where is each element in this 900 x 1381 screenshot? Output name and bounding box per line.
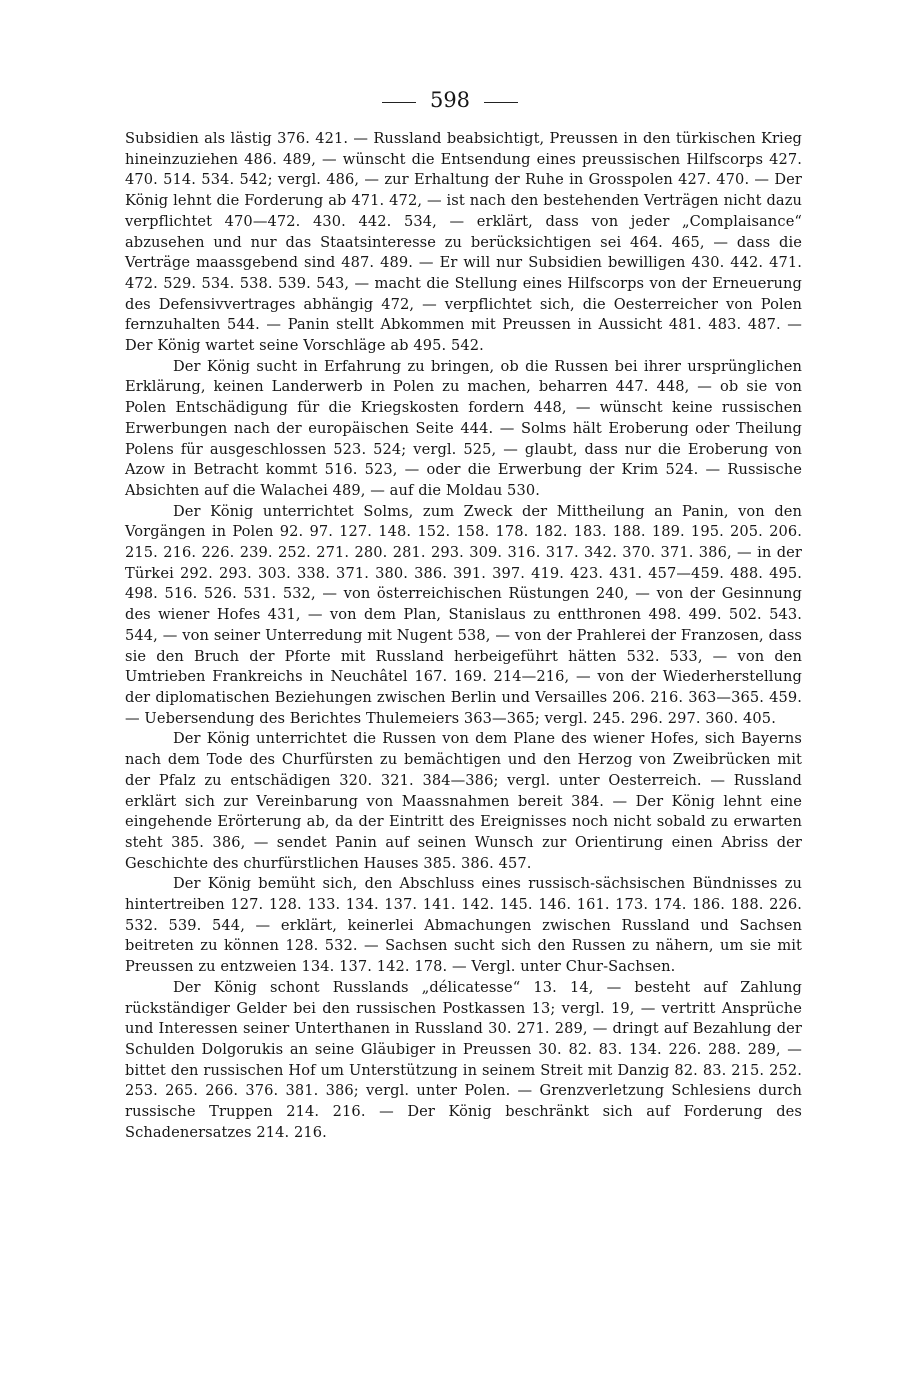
page-number: 598 bbox=[429, 88, 471, 112]
paragraph-2: Der König sucht in Erfahrung zu bringen, ob die Russen bei ihrer ursprünglichen Erklärung, keinen Landerwerb in Polen zu machen, beharren 447. 448, — ob sie von Polen Entschädigung für die Kriegskosten fordern 448, — wünscht keine russischen Erwerbungen nach der europäischen Seite 444. — Solms hält Eroberung oder Theilung Polens für ausgeschlossen 523. 524; vergl. 525, — glaubt, dass nur die Eroberung von Azow in Betracht kommt 516. 523, — oder die Erwerbung der Krim 524. — Russische Absichten auf die Walachei 489, — auf die Moldau 530. bbox=[125, 357, 802, 499]
page-header bbox=[0, 88, 900, 112]
paragraph-4: Der König unterrichtet die Russen von dem Plane des wiener Hofes, sich Bayerns nach dem Tode des Churfürsten zu bemächtigen und den Herzog von Zweibrücken mit der Pfalz zu entschädigen 320. 321. 384—386; vergl. unter Oesterreich. — Russland erklärt sich zur Vereinbarung von Maassnahmen bereit 384. — Der König lehnt eine eingehende Erörterung ab, da der Eintritt des Ereignisses noch nicht sobald zu erwarten steht 385. 386, — sendet Panin auf seinen Wunsch zur Orientirung einen Abriss der Geschichte des churfürstlichen Hauses 385. 386. 457. bbox=[125, 730, 802, 872]
header-rule-left bbox=[382, 102, 416, 103]
paragraph-3: Der König unterrichtet Solms, zum Zweck der Mittheilung an Panin, von den Vorgängen in Polen 92. 97. 127. 148. 152. 158. 178. 182. 183. 188. 189. 195. 205. 206. 215. 216. 226. 239. 252. 271. 280. 281. 293. 309. 316. 317. 342. 370. 371. 386, — in der Türkei 292. 293. 303. 338. 371. 380. 386. 391. 397. 419. 423. 431. 457—459. 488. 495. 498. 516. 526. 531. 532, — von österreichischen Rüstungen 240, — von der Gesinnung des wiener Hofes 431, — von dem Plan, Stanislaus zu entthronen 498. 499. 502. 543. 544, — von seiner Unterredung mit Nugent 538, — von der Prahlerei der Franzosen, dass sie den Bruch der Pforte mit Russland herbeigeführt hätten 532. 533, — von den Umtrieben Frankreichs in Neuchâtel 167. 169. 214—216, — von der Wiederherstellung der diplomatischen Beziehungen zwischen Berlin und Versailles 206. 216. 363—365. 459. — Uebersendung des Berichtes Thulemeiers 363—365; vergl. 245. 296. 297. 360. 405. bbox=[125, 502, 802, 727]
paragraph-5: Der König bemüht sich, den Abschluss eines russisch-sächsischen Bündnisses zu hintertreiben 127. 128. 133. 134. 137. 141. 142. 145. 146. 161. 173. 174. 186. 188. 226. 532. 539. 544, — erklärt, keinerlei Abmachungen zwischen Russland und Sachsen beitreten zu können 128. 532. — Sachsen sucht sich den Russen zu nähern, um sie mit Preussen zu entzweien 134. 137. 142. 178. — Vergl. unter Chur-Sachsen. bbox=[125, 875, 802, 976]
paragraph-6: Der König schont Russlands „délicatesse“ 13. 14, — besteht auf Zahlung rückständiger Gelder bei den russischen Postkassen 13; vergl. 19, — vertritt Ansprüche und Interessen seiner Unterthanen in Russland 30. 271. 289, — dringt auf Bezahlung der Schulden Dolgorukis an seine Gläubiger in Preussen 30. 82. 83. 134. 226. 288. 289, — bittet den russischen Hof um Unterstützung in seinem Streit mit Danzig 82. 83. 215. 252. 253. 265. 266. 376. 381. 386; vergl. unter Polen. — Grenzverletzung Schlesiens durch russische Truppen 214. 216. — Der König beschränkt sich auf Forderung des Schadenersatzes 214. 216. bbox=[125, 978, 802, 1141]
header-rule-right bbox=[484, 102, 518, 103]
index-text-body bbox=[125, 129, 802, 1143]
paragraph-1: Subsidien als lästig 376. 421. — Russland beabsichtigt, Preussen in den türkischen Krieg hineinzuziehen 486. 489, — wünscht die Entsendung eines preussischen Hilfscorps 427. 470. 514. 534. 542; vergl. 486, — zur Erhaltung der Ruhe in Grosspolen 427. 470. — Der König lehnt die Forderung ab 471. 472, — ist nach den bestehenden Verträgen nicht dazu verpflichtet 470—472. 430. 442. 534, — erklärt, dass von jeder „Complaisance“ abzusehen und nur das Staatsinteresse zu berücksichtigen sei 464. 465, — dass die Verträge maassgebend sind 487. 489. — Er will nur Subsidien bewilligen 430. 442. 471. 472. 529. 534. 538. 539. 543, — macht die Stellung eines Hilfscorps von der Erneuerung des Defensivvertrages abhängig 472, — verpflichtet sich, die Oesterreicher von Polen fernzuhalten 544. — Panin stellt Abkommen mit Preussen in Aussicht 481. 483. 487. — Der König wartet seine Vorschläge ab 495. 542. bbox=[125, 130, 802, 355]
